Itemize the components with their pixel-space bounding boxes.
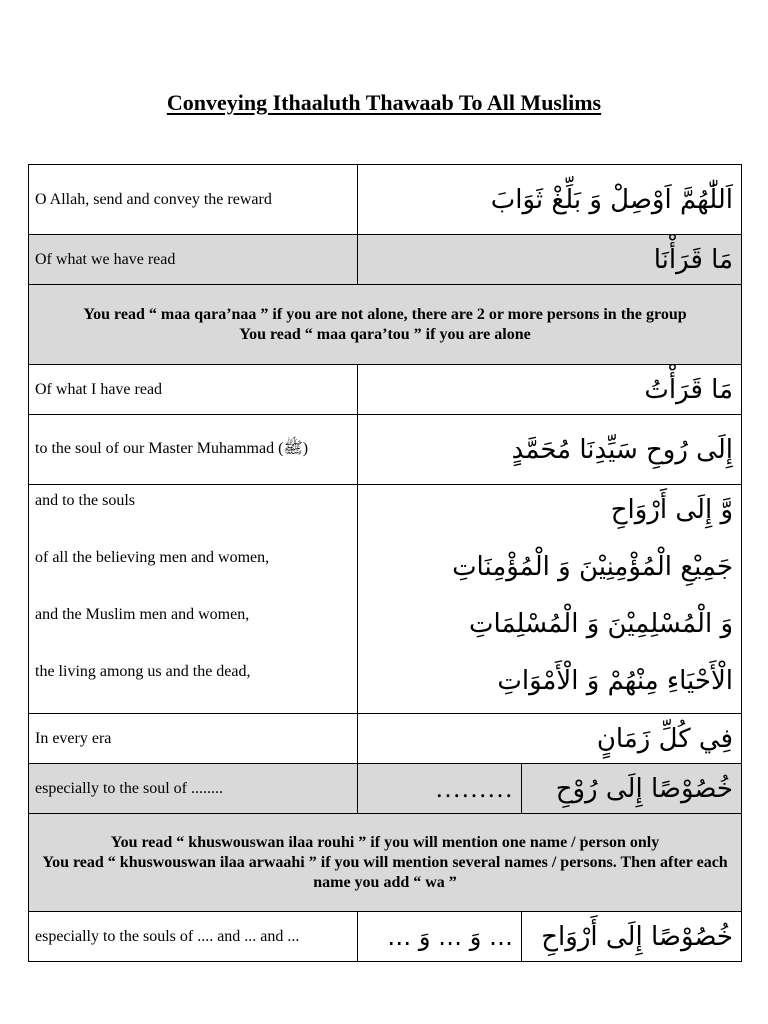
arabic-cell: إِلَى رُوحِ سَيِّدِنَا مُحَمَّدٍ xyxy=(358,415,742,485)
arabic-line: وَ الْمُسْلِمِيْنَ وَ الْمُسْلِمَاتِ xyxy=(469,609,734,639)
table-row xyxy=(29,485,742,714)
note-cell xyxy=(29,814,742,912)
arabic-line: جَمِيْعِ الْمُؤْمِنِيْنَ وَ الْمُؤْمِنَاتِ xyxy=(452,552,734,582)
table-row xyxy=(29,415,742,485)
note-line: You read “ khuswouswan ilaa arwaahi ” if you will mention several names / persons. Then after each name you add “ wa ” xyxy=(42,853,728,891)
english-cell: Of what I have read xyxy=(29,365,358,415)
arabic-cell: مَا قَرَأْتُ xyxy=(358,365,742,415)
english-line: and the Muslim men and women, xyxy=(35,606,250,623)
note-cell xyxy=(29,285,742,365)
blank-name-cell: ……… xyxy=(358,764,522,814)
note-line: You read “ maa qara’naa ” if you are not alone, there are 2 or more persons in the group xyxy=(83,305,687,323)
page-title: Conveying Ithaaluth Thawaab To All Muslims xyxy=(166,90,602,115)
english-cell: especially to the souls of .... and ... and ... xyxy=(29,912,358,962)
table-row xyxy=(29,764,742,814)
arabic-cell: خُصُوْصًا إِلَى رُوْحِ xyxy=(522,764,742,814)
blank-names-cell: … وَ … وَ … xyxy=(358,912,522,962)
arabic-line: وَّ إِلَى أَرْوَاحِ xyxy=(610,495,734,525)
english-cell xyxy=(29,485,358,714)
note-row xyxy=(29,814,742,912)
note-line: You read “ maa qara’tou ” if you are alone xyxy=(239,325,531,343)
english-cell: to the soul of our Master Muhammad (ﷺ) xyxy=(29,415,358,485)
table-row xyxy=(29,365,742,415)
arabic-cell: مَا قَرَأْنَا xyxy=(358,235,742,285)
table-row xyxy=(29,165,742,235)
table-row xyxy=(29,912,742,962)
english-cell: Of what we have read xyxy=(29,235,358,285)
arabic-cell xyxy=(358,485,742,714)
arabic-cell: فِي كُلِّ زَمَانٍ xyxy=(358,714,742,764)
dua-table xyxy=(28,164,742,962)
arabic-cell: خُصُوْصًا إِلَى أَرْوَاحِ xyxy=(522,912,742,962)
english-cell: especially to the soul of ........ xyxy=(29,764,358,814)
arabic-cell: اَللّٰهُمَّ اَوْصِلْ وَ بَلِّغْ ثَوَابَ xyxy=(358,165,742,235)
arabic-line: الْأَحْيَاءِ مِنْهُمْ وَ الْأَمْوَاتِ xyxy=(497,666,734,696)
table-row xyxy=(29,714,742,764)
english-line: of all the believing men and women, xyxy=(35,549,270,566)
english-cell: In every era xyxy=(29,714,358,764)
table-row xyxy=(29,235,742,285)
note-row xyxy=(29,285,742,365)
english-line: the living among us and the dead, xyxy=(35,663,251,680)
english-cell: O Allah, send and convey the reward xyxy=(29,165,358,235)
note-line: You read “ khuswouswan ilaa rouhi ” if you will mention one name / person only xyxy=(110,833,660,851)
english-line: and to the souls xyxy=(35,492,135,509)
